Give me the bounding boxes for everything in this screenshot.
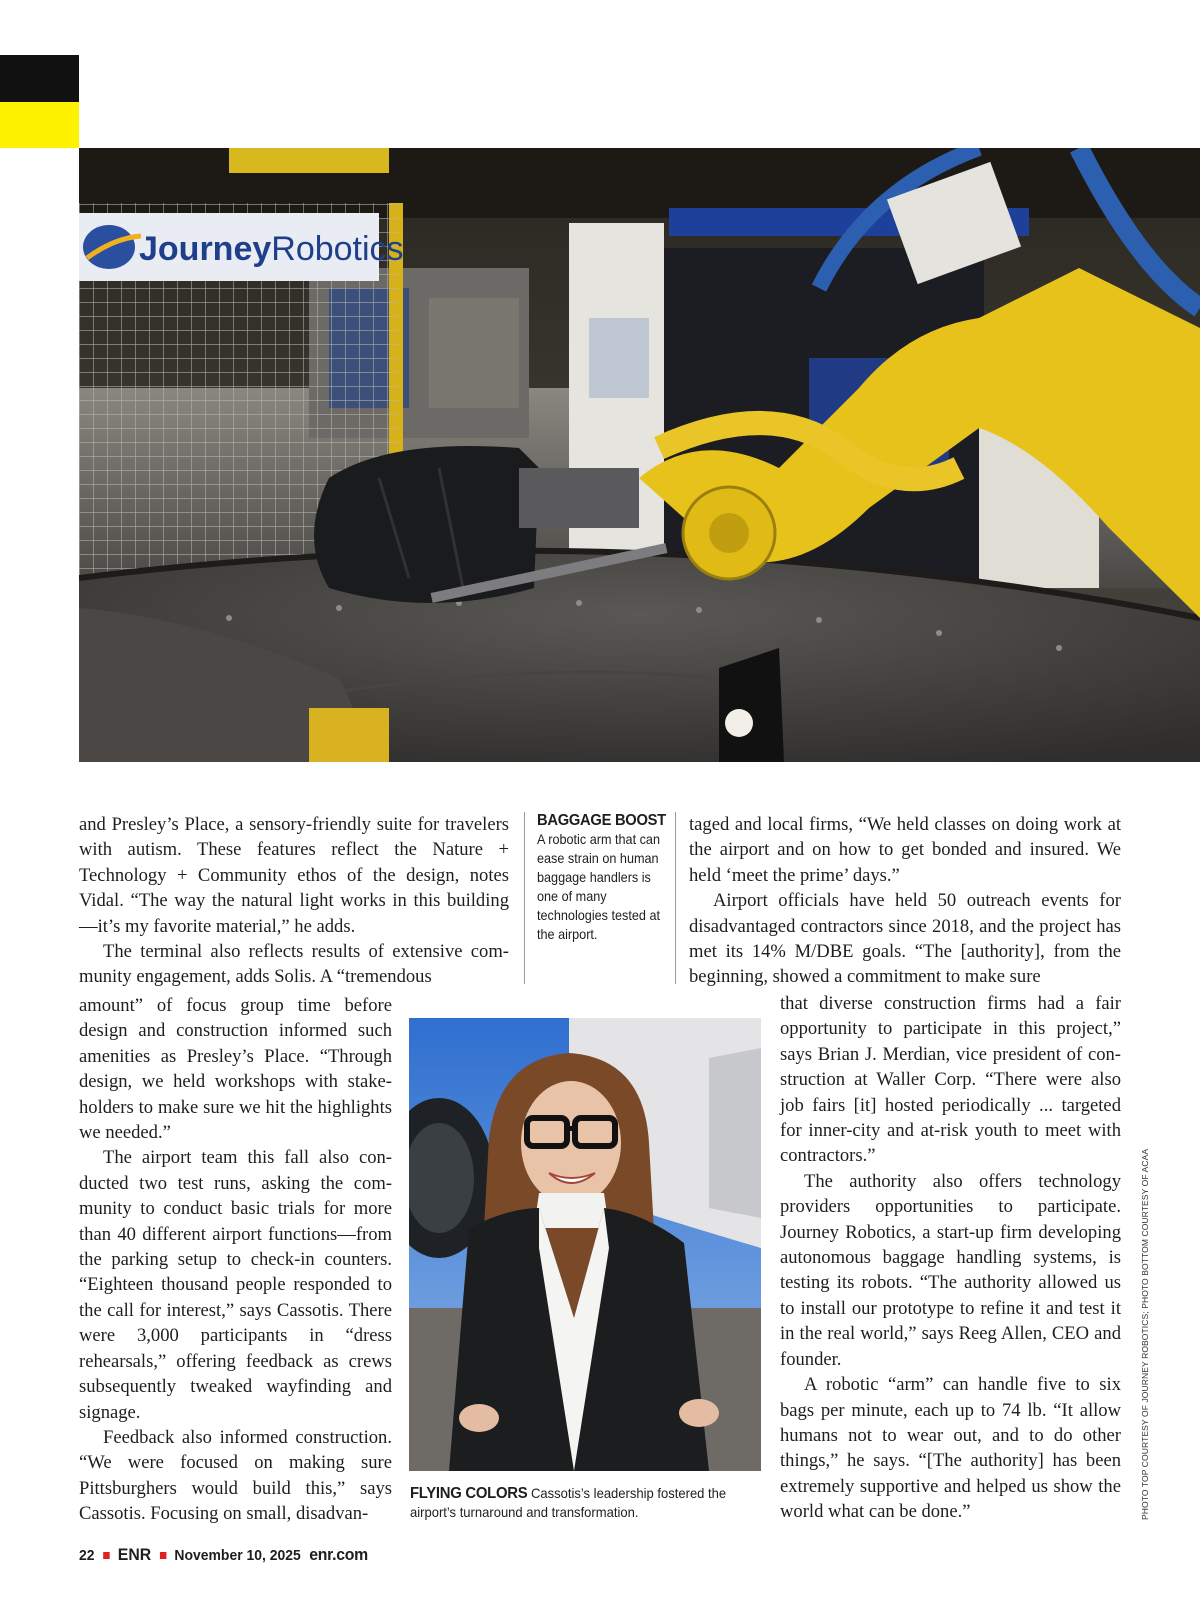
caption-body: Cassotis’s leadership fostered the airport’s turnaround and transformation.: [410, 1485, 727, 1520]
article-paragraph: Airport officials have held 50 outreach events for disadvantaged contractors since 2018, and the project has met its 14% M/DBE goals. “The [authority], from the beginning, showed a commitment to make sure: [689, 890, 1121, 988]
article-paragraph: that diverse construction firms had a fair opportunity to participate in this project,” says Brian J. Merdian, vice president of construction at Waller Corp. “There were also job fairs [it] hosted periodically ... targeted for inner-city and at-risk youth to meet with contractors.”: [780, 993, 1121, 1167]
article-paragraph: and Presley’s Place, a sensory-friendly suite for travelers with autism. These features reflect the Nature + Technology + Community ethos of the design, notes Vidal. “The way the natural light works in this building—it’s my favorite material,” he adds.: [79, 814, 509, 937]
article-column-left: [79, 812, 509, 990]
article-paragraph: The authority also offers technology providers opportunities to participate. Journey Robotics, a start-up firm developing autonomous baggage handling systems, is testing its robots. “The authority allowed us to install our prototype to refine it and test it in the real world,” says Reeg Allen, CEO and founder.: [780, 1170, 1121, 1370]
article-column-right: [689, 812, 1121, 990]
page-footer: [79, 1545, 368, 1565]
article-paragraph: The airport team this fall also conducted two test runs, asking the community to conduct basic trials for more than 40 different airport functions—from the parking setup to check-in counters. “Eighteen thousand people responded to the call for interest,” says Cassotis. There were 3,000 participants in “dress rehearsals,” offering feedback as crews subsequently tweaked wayfinding and signage.: [79, 1147, 392, 1423]
issue-date: November 10, 2025: [174, 1546, 301, 1564]
caption-body: A robotic arm that can ease strain on human baggage handlers is one of many technologies tested at the airport.: [537, 832, 661, 942]
page-number: 22: [79, 1546, 95, 1564]
caption-head: FLYING COLORS: [410, 1485, 528, 1502]
separator-square-icon: [103, 1552, 110, 1559]
section-tab-black: [0, 55, 79, 102]
sign-text-robotics: Robotics: [271, 230, 404, 268]
section-tab-yellow: [0, 102, 79, 148]
article-paragraph: taged and local firms, “We held classes on doing work at the airport and on how to get bonded and insured. We held ‘meet the prime’ days.”: [689, 814, 1121, 886]
photo-credit: PHOTO TOP COURTESY OF JOURNEY ROBOTICS; PHOTO BOTTOM COURTESY OF ACAA: [1140, 1148, 1150, 1520]
article-column-right-narrow: [780, 991, 1121, 1525]
article-paragraph: Feedback also informed construction. “We were focused on making sure Pittsburghers would build this,” says Cassotis. Focusing on small, disadvan-: [79, 1426, 392, 1525]
sign-text-journey: Journey: [139, 230, 272, 268]
article-column-left-narrow: [79, 993, 392, 1527]
caption-rule-left: [524, 812, 525, 984]
separator-square-icon: [160, 1552, 167, 1559]
svg-text:JourneyRobotics: [139, 230, 404, 268]
article-paragraph: The terminal also reflects results of extensive community engagement, adds Solis. A “tremendous: [79, 941, 509, 988]
photo-caption-top: [537, 812, 667, 944]
photo-caption-bottom: [410, 1484, 745, 1522]
magazine-name: ENR: [117, 1545, 152, 1564]
caption-head: BAGGAGE BOOST: [537, 812, 666, 829]
article-paragraph: A robotic “arm” can handle five to six bags per minute, each up to 74 lb. “It allow humans not to wear out, and to do other things,” he says. “[The authority] has been extremely supportive and helped us show the world what can be done.”: [780, 1374, 1121, 1523]
robot-arm-photo: [79, 148, 1200, 762]
caption-rule-right: [675, 812, 676, 984]
portrait-photo: [409, 1018, 761, 1471]
website-link[interactable]: enr.com: [309, 1545, 368, 1564]
article-paragraph: amount” of focus group time before design and construction informed such amenities as Presley’s Place. “Through design, we held workshops with stakeholders to make sure we hit the highlights we needed.”: [79, 995, 392, 1144]
